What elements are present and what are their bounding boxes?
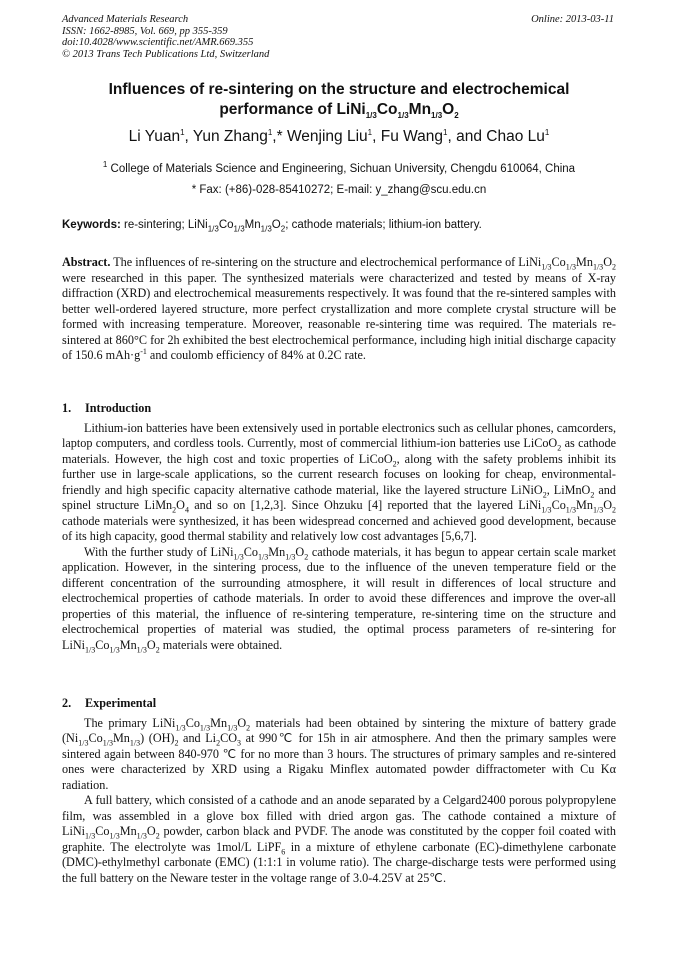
- abstract: [62, 255, 616, 364]
- intro-paragraph-2: With the further study of $LiNi_{1/3}Co_{1/3}Mn_{1/3}O_2$ cathode materials, it has begun to appear certain scale market application. However, in the sintering process, due to the influence of the uneven temperature field or the different concentration of the surrounding atmosphere, it will result in differences of local structure and electrochemical properties of cathode materials. In order to avoid these differences and improve the over-all properties of this material, the influence of re-sintering temperature, re-sintering time on the structure and electrochemical properties of material was studied, the optimal process parameters of re-sintering for $LiNi_{1/3}Co_{1/3}Mn_{1/3}O_2$ materials were obtained.: [62, 544, 616, 654]
- doi-line: doi:10.4028/www.scientific.net/AMR.669.355: [62, 37, 254, 49]
- author-list: Li Yuan$^1$, Yun Zhang$^1$,* Wenjing Liu$^1$, Fu Wang$^1$, and Chao Lu$^1$: [128, 127, 550, 145]
- section-heading-introduction: 1. Introduction: [62, 401, 152, 415]
- online-date: Online: 2013-03-11: [531, 14, 614, 25]
- section-introduction: [62, 401, 616, 653]
- title-line-1: Influences of re-sintering on the structure and electrochemical: [108, 81, 570, 98]
- experimental-paragraph-1: The primary $LiNi_{1/3}Co_{1/3}Mn_{1/3}O_2$ materials had been obtained by sintering the mixture of battery grade $(Ni_{1/3}Co_{1/3}Mn_{1/3})$ $(OH)_2$ and $Li_2CO_3$ at 990℃ for 15h in air atmosphere. And then the primary samples were sintered again between 840-970 ℃ for no more than 3 hours. The structures of primary samples and re-sintered ones were characterized by XRD using a Rigaku Minflex automated powder diffractometer with Cu Kα radiation.: [62, 715, 616, 792]
- title-line-2: performance of $LiNi_{1/3}Co_{1/3}Mn_{1/3}O_2$: [219, 101, 459, 121]
- abstract-label: Abstract.: [62, 255, 111, 269]
- section-heading-experimental: 2. Experimental: [62, 696, 157, 710]
- affiliation: $^1$ College of Materials Science and Engineering, Sichuan University, Chengdu 610064, China: [102, 160, 576, 175]
- paper-title: [62, 80, 616, 120]
- journal-name: Advanced Materials Research: [62, 14, 189, 25]
- keywords: Keywords: re-sintering; $LiNi_{1/3}Co_{1/3}Mn_{1/3}O_2$; cathode materials; lithium-ion battery.: [62, 219, 482, 234]
- issn-line: ISSN: 1662-8985, Vol. 669, pp 355-359: [62, 25, 228, 37]
- abstract-paragraph: Abstract. The influences of re-sintering on the structure and electrochemical performance of $LiNi_{1/3}Co_{1/3}Mn_{1/3}O_2$ were researched in this paper. The synthesized materials were characterized and tested by means of X-ray diffraction (XRD) and electrochemical measurements respectively. It was found that the re-sintered samples with better well-ordered layered structure, more perfect crystallization and more complete crystal structure will be formed with increasing temperature. Moreover, reasonable re-sintering time was required. The materials re-sintered at 860°C for 2h exhibited the best electrochemical performance, including high initial discharge capacity of 150.6 $mAh\cdot g^{-1}$ and coulomb efficiency of 84% at 0.2C rate.: [62, 255, 616, 362]
- section-experimental: [62, 696, 616, 886]
- keywords-label: Keywords:: [62, 219, 121, 231]
- copyright-line: © 2013 Trans Tech Publications Ltd, Switzerland: [62, 48, 270, 60]
- journal-header: [62, 14, 269, 60]
- intro-paragraph-1: Lithium-ion batteries have been extensively used in portable electronics such as cellular phones, camcorders, laptop computers, and cordless tools. Currently, most of commercial lithium-ion batteries use LiCoO$_2$ as cathode materials. However, the high cost and toxic properties of LiCoO$_2$, along with the safety problems inhibit its further use in large-scale applications, so the current research focuses on looking for cheap, environmental-friendly and high specific capacity alternative cathode material, like the layered structure LiNiO$_2$, LiMnO$_2$ and spinel structure $LiMn_2O_4$ and so on [1,2,3]. Since Ohzuku [4] reported that the layered $LiNi_{1/3}Co_{1/3}Mn_{1/3}O_2$ cathode materials were synthesized, it has been widespread concerned and achieved good development, because of its high capacity, good thermal stability and relatively low cost advantages [5,6,7].: [62, 420, 617, 543]
- experimental-paragraph-2: A full battery, which consisted of a cathode and an anode separated by a Celgard2400 porous polypropylene film, was assembled in a glove box filled with dried argon gas. The cathode contained a mixture of $LiNi_{1/3}Co_{1/3}Mn_{1/3}O_2$ powder, carbon black and PVDF. The anode was constituted by the copper foil coated with graphite. The electrolyte was 1mol/L LiPF$_6$ in a mixture of ethylene carbonate (EC)-dimethylene carbonate (DMC)-ethylmethyl carbonate (EMC) (1:1:1 in volume ratio). The charge-discharge tests were performed using the full battery on the Neware tester in the voltage range of 3.0-4.25V at 25℃.: [62, 793, 617, 885]
- contact-info: * Fax: (+86)-028-85410272; E-mail: y_zhang@scu.edu.cn: [191, 184, 487, 196]
